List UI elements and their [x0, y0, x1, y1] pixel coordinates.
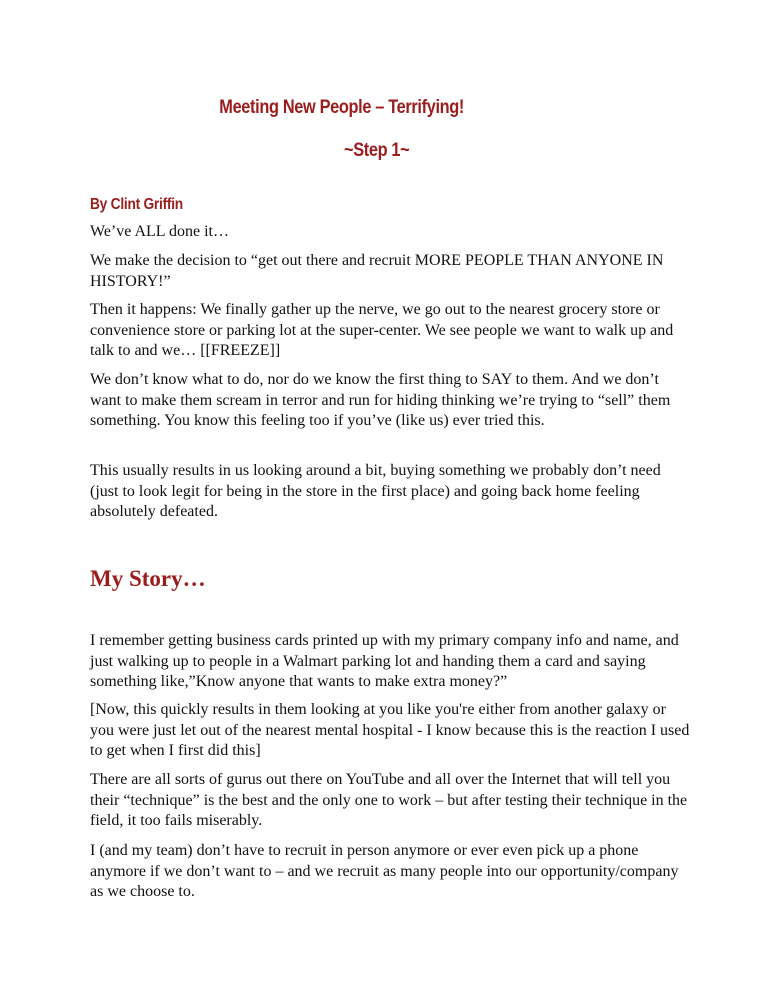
paragraph-2: We make the decision to “get out there and recruit MORE PEOPLE THAN ANYONE IN HISTORY!” [90, 252, 664, 290]
title-line-main: Meeting New People – Terrifying! [219, 97, 465, 118]
section-heading-my-story: My Story… [90, 566, 206, 591]
paragraph-3: Then it happens: We finally gather up the nerve, we go out to the nearest grocery store or convenience store or parking lot at the super-center. We see people we want to walk up and talk to and we… [[FREEZE]] [90, 301, 674, 359]
author-byline: By Clint Griffin [90, 196, 183, 213]
document-title [0, 97, 660, 162]
paragraph-4: We don’t know what to do, nor do we know the first thing to SAY to them. And we don’t want to make them scream in terror and run for hiding thinking we’re trying to “sell” them something. You know this feeling too if you’ve (like us) ever tried this. [90, 371, 671, 429]
story-paragraph-3: There are all sorts of gurus out there on YouTube and all over the Internet that will tell you their “technique” is the best and the only one to work – but after testing their technique in the field, it too fails miserably. [90, 771, 688, 829]
paragraph-1: We’ve ALL done it… [90, 223, 229, 240]
story-paragraph-1: I remember getting business cards printed up with my primary company info and name, and just walking up to people in a Walmart parking lot and handing them a card and saying something like,”Know anyone that wants to make extra money?” [90, 632, 679, 690]
story-paragraph-2: [Now, this quickly results in them looking at you like you're either from another galaxy or you were just let out of the nearest mental hospital - I know because this is the reaction I used to get when I first did this] [90, 701, 690, 759]
paragraph-5: This usually results in us looking around a bit, buying something we probably don’t need (just to look legit for being in the store in the first place) and going back home feeling absolutely defeated. [90, 462, 661, 520]
title-line-step: ~Step 1~ [344, 140, 410, 161]
story-paragraph-4: I (and my team) don’t have to recruit in person anymore or ever even pick up a phone anymore if we don’t want to – and we recruit as many people into our opportunity/company as we choose to. [90, 842, 679, 900]
